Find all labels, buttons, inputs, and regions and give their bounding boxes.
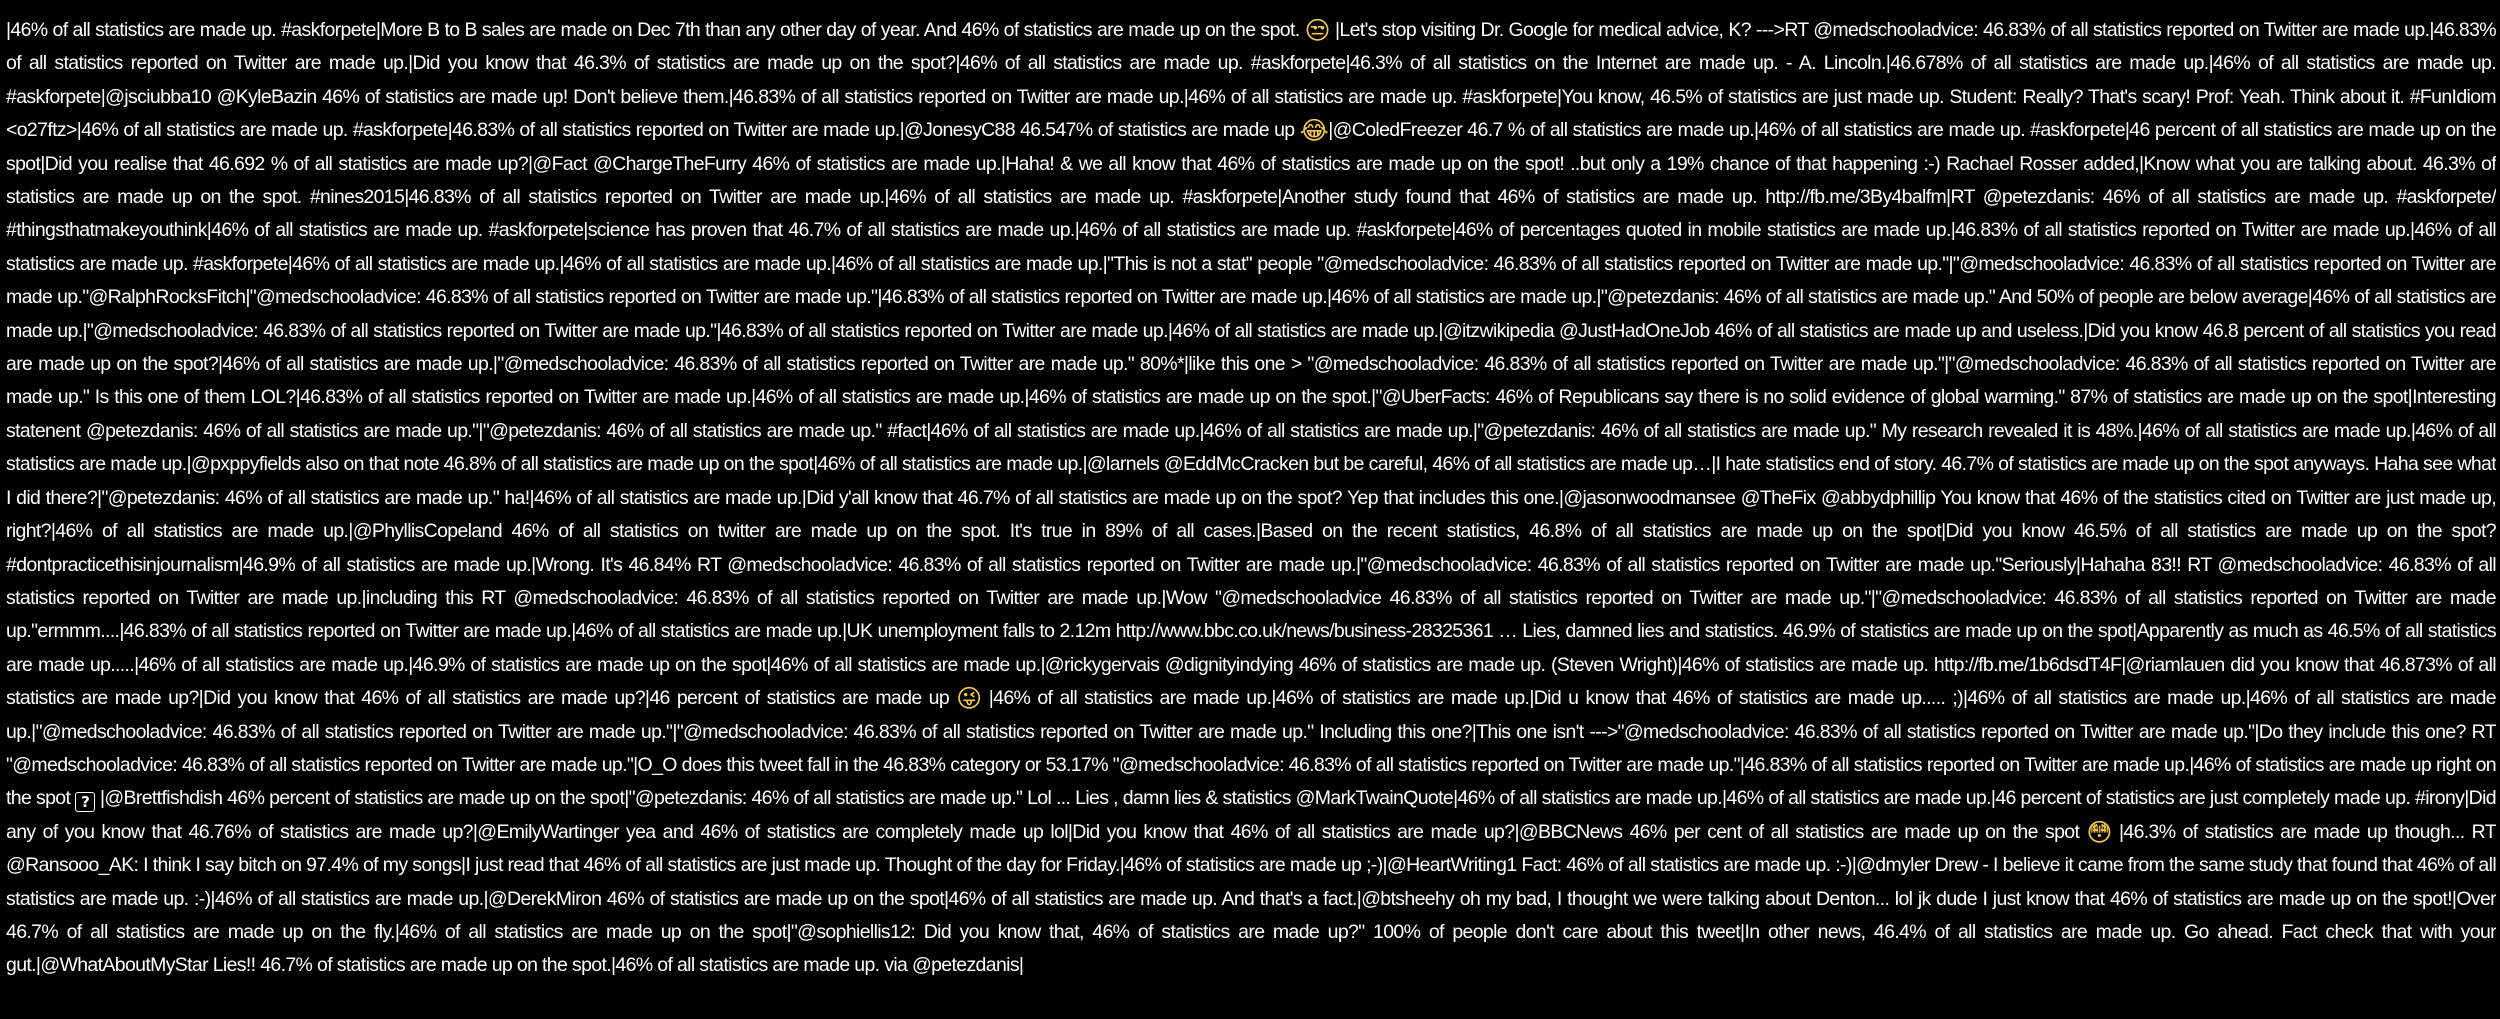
tweet-text-segment: |46% of all statistics are made up. #askforpete|More B to B sales are made on Dec 7th than any other day of year. And 46% of statistics are made up on the spot. [6,19,1305,41]
tears-of-joy-emoji: 😂 [1299,116,1329,146]
unamused-face-emoji: 😒 [1304,16,1330,45]
tweet-text-wall [6,14,2496,1014]
tweet-text-segment: |46% of all statistics are made up.|46% of statistics are made up.|Did u know that 46% of statistics are made up..... ;)|46% of all statistics are made up.|46% of all statistics are made up.|"@medschooladvice: 46.83% of all statistics reported on Twitter are made up."|"@medschooladvice: 46.83% of all statistics reported on Twitter are made up." Including this one?|This one isn't --->"@medschooladvice: 46.83% of all statistics reported on Twitter are made up."|Do they include this one? RT "@medschooladvice: 46.83% of all statistics reported on Twitter are made up."|O_O does this tweet fall in the 46.83% category or 53.17% "@medschooladvice: 46.83% of all statistics reported on Twitter are made up."|46.83% of all statistics reported on Twitter are made up.|46% of statistics are made up right on the spot [6,687,2496,810]
unknown-character-emoji: ? [75,792,95,812]
flushed-face-emoji: 😳 [2086,817,2112,847]
winking-tongue-emoji: 😜 [956,684,982,714]
tweet-text-segment: |@Brettfishdish 46% percent of statistics are made up on the spot|"@petezdanis: 46% of all statistics are made up." Lol ... Lies , damn lies & statistics @MarkTwainQuote|46% of all statistics are made up.|46% of all statistics are made up.|46 percent of statistics are just completely made up. #irony|Did any of you know that 46.76% of statistics are made up?|@EmilyWartinger yea and 46% of statistics are completely made up lol|Did you know that 46% of all statistics are made up?|@BBCNews 46% per cent of all statistics are made up on the spot [6,787,2496,843]
tweet-text-segment: |Let's stop visiting Dr. Google for medical advice, K? --->RT @medschooladvice: 46.83% of all statistics reported on Twitter are made up.|46.83% of all statistics reported on Twitter are made up.|Did you know that 46.3% of statistics are made up on the spot?|46% of all statistics are made up. #askforpete|46.3% of all statistics on the Internet are made up. - A. Lincoln.|46.678% of all statistics are made up.|46% of all statistics are made up. #askforpete|@jsciubba10 @KyleBazin 46% of statistics are made up! Don't believe them.|46.83% of all statistics reported on Twitter are made up.|46% of all statistics are made up. #askforpete|You know, 46.5% of statistics are just made up. Student: Really? That's scary! Prof: Yeah. Think about it. #FunIdiom <o27ftz>|46% of all statistics are made up. #askforpete|46.83% of all statistics reported on Twitter are made up.|@JonesyC88 46.547% of statistics are made up [6,19,2496,142]
tweet-text-segment: |@ColedFreezer 46.7 % of all statistics are made up.|46% of all statistics are made up. #askforpete|46 percent of all statistics are made up on the spot|Did you realise that 46.692 % of all statistics are made up?|@Fact @ChargeTheFurry 46% of statistics are made up.|Haha! & we all know that 46% of statistics are made up on the spot! ..but only a 19% chance of that happening :-) Rachael Rosser added,|Know what you are talking about. 46.3% of statistics are made up on the spot. #nines2015|46.83% of all statistics reported on Twitter are made up.|46% of all statistics are made up. #askforpete|Another study found that 46% of statistics are made up. http://fb.me/3By4balfm|RT @petezdanis: 46% of all statistics are made up. #askforpete/ #thingsthatmakeyouthink|46% of all statistics are made up. #askforpete|science has proven that 46.7% of all statistics are made up.|46% of all statistics are made up. #askforpete|46% of percentages quoted in mobile statistics are made up.|46.83% of all statistics reported on Twitter are made up.|46% of all statistics are made up. #askforpete|46% of all statistics are made up.|46% of all statistics are made up.|46% of all statistics are made up.|"This is not a stat" people "@medschooladvice: 46.83% of all statistics reported on Twitter are made up."|"@medschooladvice: 46.83% of all statistics reported on Twitter are made up."@RalphRocksFitch|"@medschooladvice: 46.83% of all statistics reported on Twitter are made up."|46.83% of all statistics reported on Twitter are made up.|46% of all statistics are made up.|"@petezdanis: 46% of all statistics are made up." And 50% of people are below average|46% of all statistics are made up.|"@medschooladvice: 46.83% of all statistics reported on Twitter are made up."|46.83% of all statistics reported on Twitter are made up.|46% of all statistics are made up.|@itzwikipedia @JustHadOneJob 46% of all statistics are made up and useless.|Did you know 46.8 percent of all statistics you read are made up on the spot?|46% of all statistics are made up.|"@medschooladvice: 46.83% of all statistics reported on Twitter are made up." 80%*|like this one > "@medschooladvice: 46.83% of all statistics reported on Twitter are made up."|"@medschooladvice: 46.83% of all statistics reported on Twitter are made up." Is this one of them LOL?|46.83% of all statistics reported on Twitter are made up.|46% of all statistics are made up.|46% of statistics are made up on the spot.|"@UberFacts: 46% of Republicans say there is no solid evidence of global warming." 87% of statistics are made up on the spot|Interesting statenent @petezdanis: 46% of all statistics are made up."|"@petezdanis: 46% of all statistics are made up." #fact|46% of all statistics are made up.|46% of all statistics are made up.|"@petezdanis: 46% of all statistics are made up." My research revealed it is 48%.|46% of all statistics are made up.|46% of all statistics are made up.|@pxppyfields also on that note 46.8% of all statistics are made up on the spot|46% of all statistics are made up.|@larnels @EddMcCracken but be careful, 46% of all statistics are made up…|I hate statistics end of story. 46.7% of statistics are made up on the spot anyways. Haha see what I did there?|"@petezdanis: 46% of all statistics are made up." ha!|46% of all statistics are made up.|Did y'all know that 46.7% of all statistics are made up on the spot? Yep that includes this one.|@jasonwoodmansee @TheFix @abbydphillip You know that 46% of the statistics cited on Twitter are just made up, right?|46% of all statistics are made up.|@PhyllisCopeland 46% of all statistics on twitter are made up on the spot. It's true in 89% of all cases.|Based on the recent statistics, 46.8% of all statistics are made up on the spot|Did you know 46.5% of all statistics are made up on the spot? #dontpracticethisinjournalism|46.9% of all statistics are made up.|Wrong. It's 46.84% RT @medschooladvice: 46.83% of all statistics reported on Twitter are made up.|"@medschooladvice: 46.83% of all statistics reported on Twitter are made up."Seriously|Hahaha 83!! RT @medschooladvice: 46.83% of all statistics reported on Twitter are made up.|including this RT @medschooladvice: 46.83% of all statistics reported on Twitter are made up.|Wow "@medschooladvice 46.83% of all statistics reported on Twitter are made up."|"@medschooladvice: 46.83% of all statistics reported on Twitter are made up."ermmm....|46.83% of all statistics reported on Twitter are made up.|46% of all statistics are made up.|UK unemployment falls to 2.12m http://www.bbc.co.uk/news/business-28325361 … Lies, damned lies and statistics. 46.9% of statistics are made up on the spot|Apparently as much as 46.5% of all statistics are made up.....|46% of all statistics are made up.|46.9% of statistics are made up on the spot|46% of all statistics are made up.|@rickygervais @dignityindying 46% of statistics are made up. (Steven Wright)|46% of statistics are made up. http://fb.me/1b6dsdT4F|@riamlauen did you know that 46.873% of all statistics are made up?|Did you know that 46% of all statistics are made up?|46 percent of statistics are made up [6,119,2496,710]
tweet-text-segment: |46.3% of statistics are made up though... RT @Ransooo_AK: I think I say bitch on 97.4% of my songs|I just read that 46% of all statistics are just made up. Thought of the day for Friday.|46% of statistics are made up ;-)|@HeartWriting1 Fact: 46% of all statistics are made up. :-)|@dmyler Drew - I believe it came from the same study that found that 46% of all statistics are made up. :-)|46% of all statistics are made up.|@DerekMiron 46% of statistics are made up on the spot|46% of all statistics are made up. And that's a fact.|@btsheehy oh my bad, I thought we were talking about Denton... lol jk dude I just know that 46% of statistics are made up on the spot!|Over 46.7% of all statistics are made up on the fly.|46% of all statistics are made up on the spot|"@sophiellis12: Did you know that, 46% of statistics are made up?" 100% of people don't care about this tweet|In other news, 46.4% of all statistics are made up. Go ahead. Fact check that with your gut.|@WhatAboutMyStar Lies!! 46.7% of statistics are made up on the spot.|46% of all statistics are made up. via @petezdanis| [6,820,2496,977]
